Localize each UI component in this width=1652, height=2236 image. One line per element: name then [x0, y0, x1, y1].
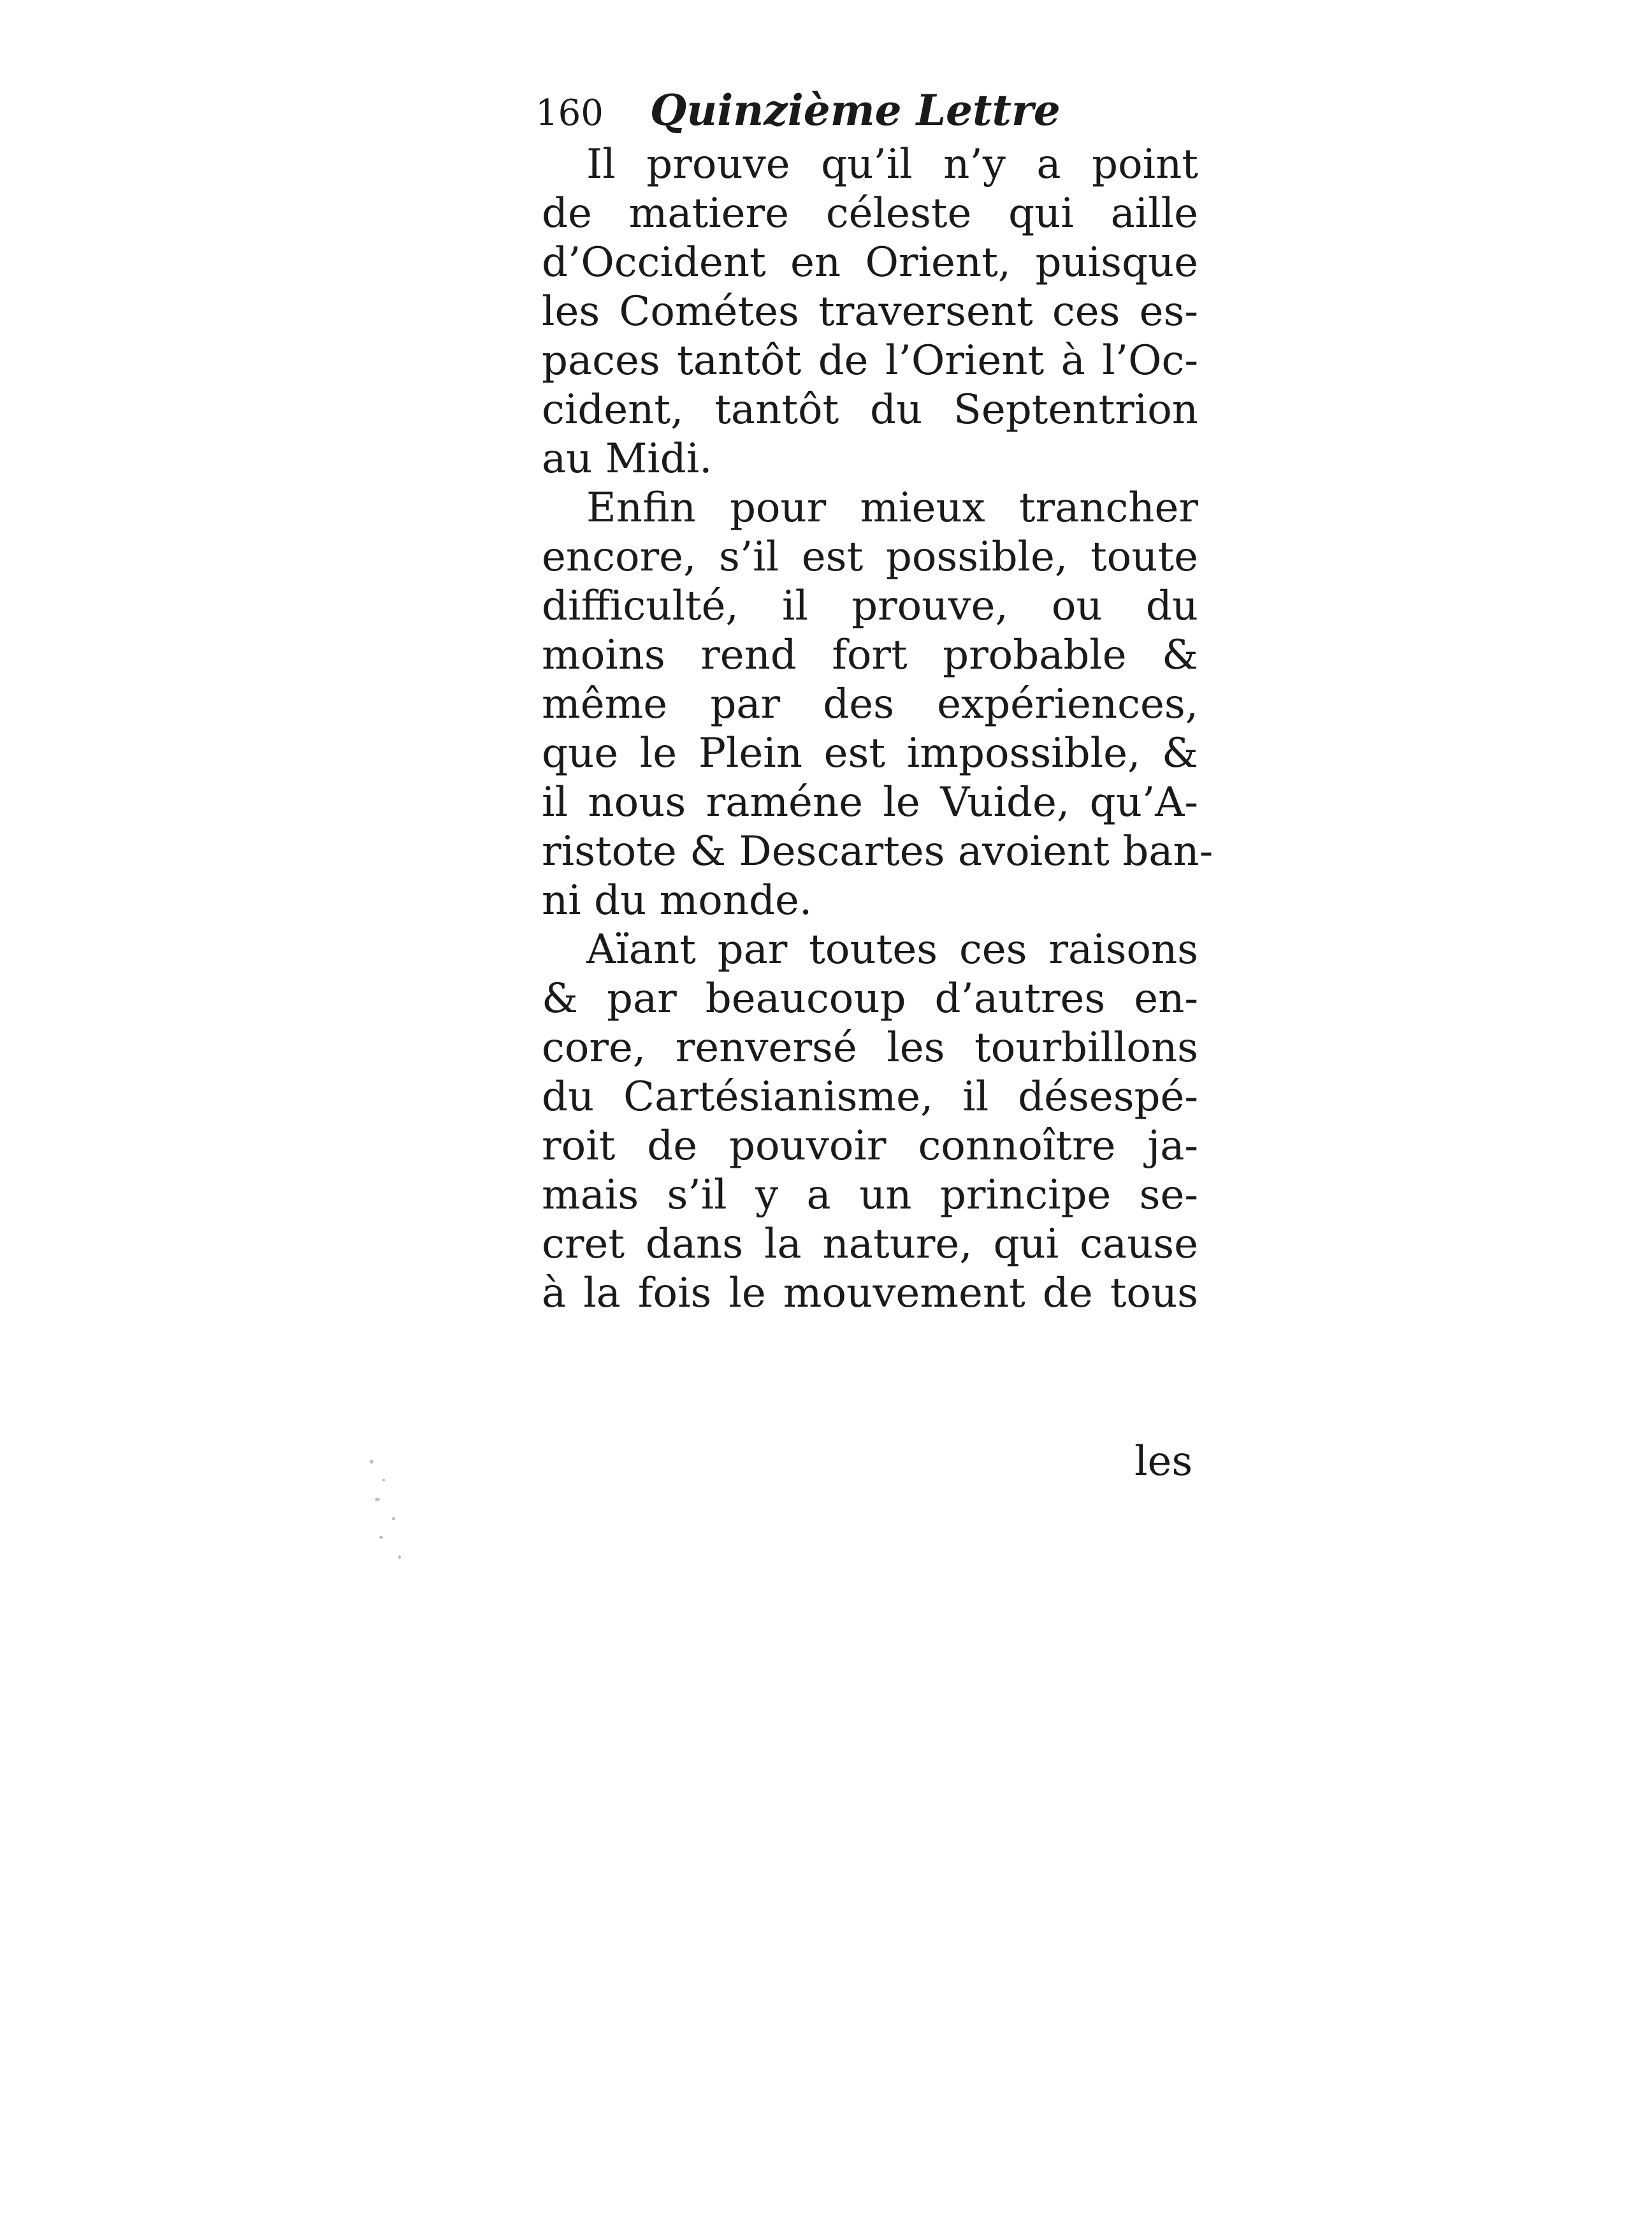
text-line: paces tantôt de l’Orient à l’Oc-	[542, 337, 1198, 384]
paper-speckle	[363, 1447, 421, 1574]
page-header	[535, 82, 1211, 139]
text-line: les Cométes traversent ces es-	[542, 288, 1198, 335]
text-line: à la fois le mouvement de tous	[542, 1270, 1198, 1317]
text-line: il nous raméne le Vuide, qu’A-	[542, 779, 1198, 826]
text-line: d’Occident en Orient, puisque	[542, 239, 1198, 286]
text-line: cret dans la nature, qui cause	[542, 1221, 1198, 1268]
text-line: difficulté, il prouve, ou du	[542, 583, 1198, 630]
text-line: Aïant par toutes ces raisons	[586, 926, 1198, 973]
body-text	[542, 140, 1214, 1318]
page-number: 160	[535, 92, 604, 134]
text-line: & par beaucoup d’autres en-	[542, 975, 1198, 1022]
text-line: encore, s’il est possible, toute	[542, 534, 1198, 581]
text-line: Il prouve qu’il n’y a point	[586, 141, 1198, 188]
text-line: cident, tantôt du Septentrion	[542, 386, 1198, 433]
text-line: moins rend fort probable &	[542, 632, 1198, 679]
text-line: de matiere céleste qui aille	[542, 190, 1198, 237]
text-line: au Midi.	[542, 435, 713, 483]
text-line: roit de pouvoir connoître ja-	[542, 1122, 1198, 1170]
text-line: même par des expériences,	[542, 681, 1198, 728]
running-title: Quinzième Lettre	[649, 85, 1061, 135]
text-line: core, renversé les tourbillons	[542, 1024, 1198, 1071]
text-line: mais s’il y a un principe se-	[542, 1172, 1198, 1219]
text-line: ni du monde.	[542, 877, 813, 924]
text-line: ristote & Descartes avoient ban-	[542, 828, 1214, 875]
text-line: Enfin pour mieux trancher	[586, 484, 1198, 532]
catchword: les	[1134, 1438, 1193, 1485]
text-line: que le Plein est impossible, &	[542, 730, 1198, 777]
text-line: du Cartésianisme, il désespé-	[542, 1073, 1198, 1121]
